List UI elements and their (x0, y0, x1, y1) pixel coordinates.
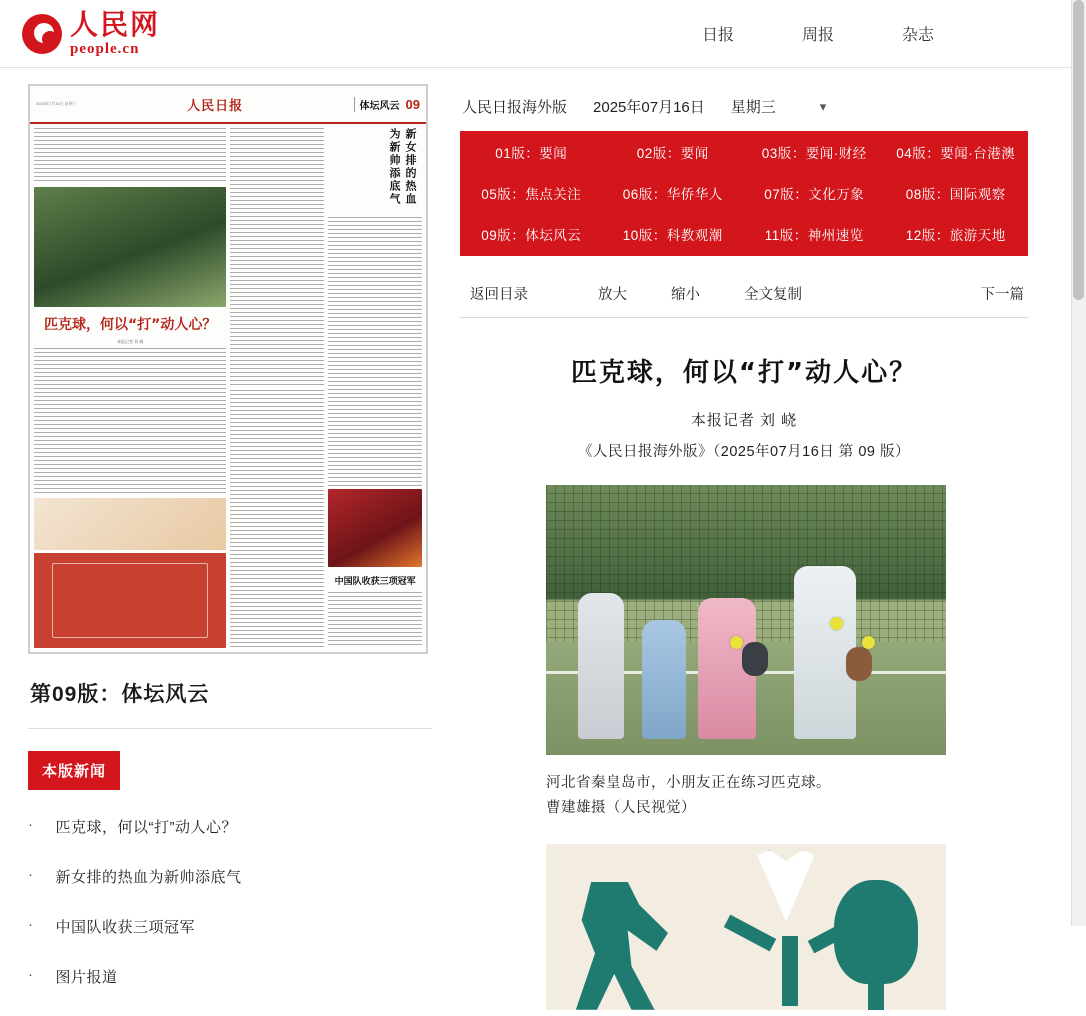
news-link[interactable]: 中国队收获三项冠军 (55, 919, 196, 936)
nav-item-weekly[interactable]: 周报 (801, 27, 834, 44)
edition-cell-10[interactable]: 10版：科教观潮 (602, 213, 745, 255)
thumbnail-page-number: 09 (405, 96, 420, 112)
logo-text (70, 7, 161, 57)
newspaper-page-thumbnail[interactable] (28, 84, 428, 654)
list-item[interactable] (28, 966, 432, 987)
edition-cell-02[interactable]: 02版：要闻 (602, 131, 745, 173)
scrollbar-thumb[interactable] (1073, 0, 1084, 300)
divider (28, 728, 432, 729)
thumbnail-photo-court-diagram (34, 553, 226, 648)
thumbnail-byline: 本报记者 刘 峣 (117, 339, 144, 344)
copy-full-text-button[interactable]: 全文复制 (744, 287, 802, 303)
top-navigation (702, 22, 1086, 45)
news-link[interactable]: 匹克球，何以“打”动人心？ (55, 819, 237, 836)
article-author: 本报记者 刘 峣 (690, 412, 798, 429)
thumbnail-text-block (328, 217, 422, 486)
thumbnail-column-middle (230, 128, 324, 648)
nav-item-daily[interactable]: 日报 (701, 27, 734, 44)
thumbnail-date: 2025年7月16日 星期三 (36, 101, 77, 106)
thumbnail-text-block (328, 592, 422, 648)
edition-cell-01[interactable]: 01版：要闻 (460, 131, 603, 173)
thumbnail-vertical-headline: 新女排的热血为新帅添底气 (388, 128, 416, 206)
thumbnail-column-left (34, 128, 226, 648)
thumbnail-headline: 匹克球，何以“打”动人心？ (43, 317, 217, 333)
news-link[interactable]: 新女排的热血为新帅添底气 (55, 869, 242, 886)
photo-caption-line-1: 河北省秦皇岛市，小朋友正在练习匹克球。 (546, 775, 831, 791)
thumbnail-column-right (328, 128, 422, 648)
shuttlecock-icon (752, 850, 820, 922)
edition-cell-05[interactable]: 05版：焦点关注 (460, 172, 603, 214)
photo-caption-line-2: 曹建雄摄（人民视觉） (546, 800, 696, 817)
thumbnail-paper-name: 人民日报 (187, 98, 244, 114)
edition-cell-04[interactable]: 04版：要闻·台港澳 (885, 131, 1028, 173)
thumbnail-text-block (230, 390, 324, 649)
edition-cell-09[interactable]: 09版：体坛风云 (460, 213, 603, 255)
thumbnail-photo-illustration (34, 498, 226, 550)
site-logo[interactable] (22, 7, 161, 57)
thumbnail-text-block (34, 128, 226, 184)
edition-cell-03[interactable]: 03版：要闻·财经 (743, 131, 886, 173)
people-logo-icon (22, 14, 62, 54)
bullet-icon: · (28, 966, 34, 983)
bullet-icon: · (28, 916, 34, 933)
paddle-icon (846, 647, 872, 681)
thumbnail-photo-court (34, 187, 226, 307)
bullet-icon: · (28, 866, 34, 883)
article-title: 匹克球，何以“打”动人心？ (570, 358, 918, 388)
list-item[interactable] (28, 916, 432, 937)
main-content (0, 68, 1086, 1016)
chevron-down-icon[interactable]: ▾ (819, 98, 827, 114)
zoom-in-button[interactable]: 放大 (598, 287, 627, 303)
thumbnail-columns (30, 124, 426, 652)
thumbnail-text-block (34, 348, 226, 495)
paper-date: 2025年07月16日 (593, 99, 705, 116)
logo-english-name: people.cn (70, 40, 140, 57)
zoom-out-button[interactable]: 缩小 (671, 287, 700, 303)
arrow-icon (782, 936, 798, 1006)
back-to-contents-button[interactable]: 返回目录 (470, 287, 528, 303)
bullet-icon: · (28, 816, 34, 833)
thumbnail-section-name: 体坛风云 (354, 97, 400, 112)
left-column (28, 84, 432, 1016)
article-illustration (546, 844, 946, 1010)
thumbnail-photo-volleyball (328, 489, 422, 567)
edition-cell-12[interactable]: 12版：旅游天地 (885, 213, 1028, 255)
list-item[interactable] (28, 816, 432, 837)
next-article-button[interactable]: 下一篇 (980, 287, 1024, 303)
page-scrollbar[interactable] (1071, 0, 1086, 926)
news-link[interactable]: 图片报道 (55, 969, 118, 986)
list-item[interactable] (28, 866, 432, 887)
edition-cell-11[interactable]: 11版：神州速览 (743, 213, 886, 255)
right-column (460, 84, 1028, 1010)
tennis-player-icon (572, 882, 668, 1010)
thumbnail-masthead (30, 86, 426, 124)
site-header (0, 0, 1086, 68)
arrow-icon (724, 914, 776, 951)
nav-item-magazine[interactable]: 杂志 (901, 27, 934, 44)
article-source: 《人民日报海外版》（2025年07月16日 第 09 版） (578, 444, 910, 460)
paddle-icon (742, 642, 768, 676)
section-news-badge: 本版新闻 (28, 751, 120, 790)
article-toolbar (460, 270, 1028, 318)
paper-selector-bar (460, 84, 1028, 131)
edition-cell-08[interactable]: 08版：国际观察 (885, 172, 1028, 214)
article-photo (546, 485, 946, 755)
player-figure (642, 620, 686, 739)
edition-grid (460, 131, 1028, 256)
thumbnail-text-block (230, 128, 324, 387)
edition-cell-07[interactable]: 07版：文化万象 (743, 172, 886, 214)
thumbnail-subheadline-1: 中国队收获三项冠军 (334, 577, 416, 587)
racket-icon (834, 880, 918, 984)
page-title: 第09版：体坛风云 (30, 683, 210, 706)
article-photo-caption (546, 771, 1028, 822)
paper-name: 人民日报海外版 (462, 99, 568, 116)
edition-cell-06[interactable]: 06版：华侨华人 (602, 172, 745, 214)
player-figure (578, 593, 624, 739)
logo-chinese-name: 人民网 (70, 7, 161, 41)
section-news-list (28, 816, 432, 987)
paper-weekday: 星期三 (730, 99, 776, 116)
